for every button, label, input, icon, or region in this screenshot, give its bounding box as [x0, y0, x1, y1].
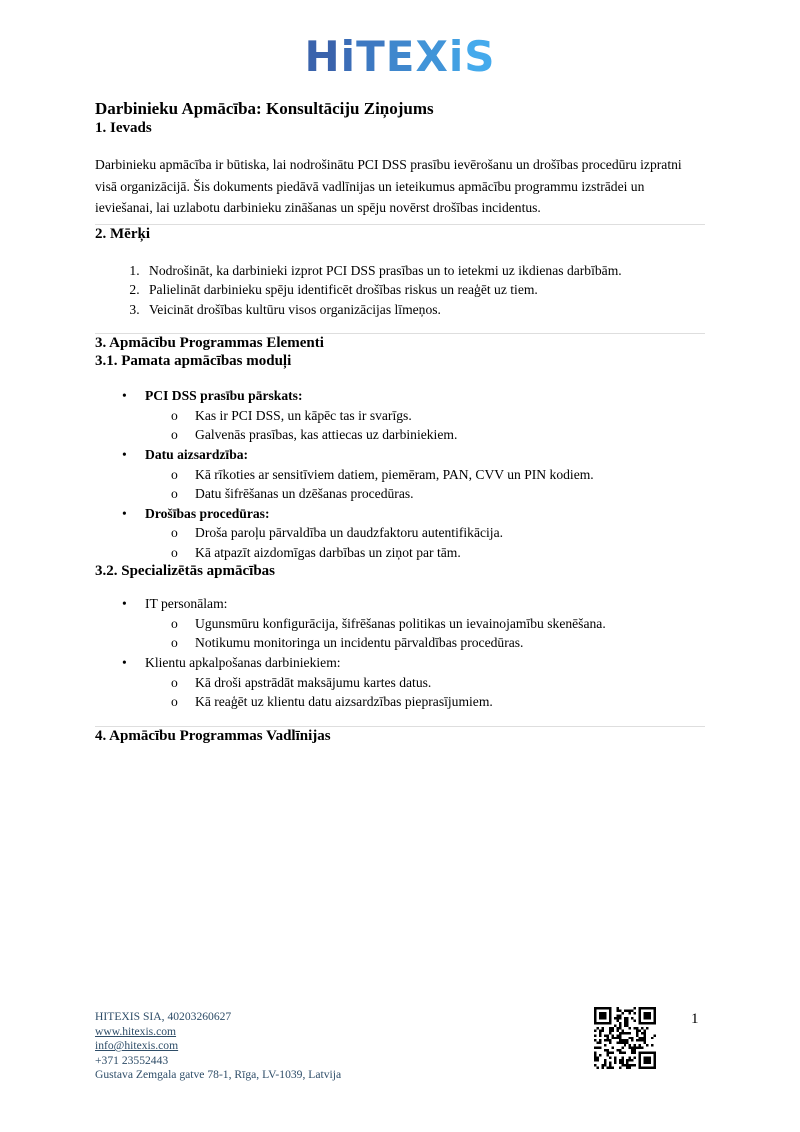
logo-letter: i	[340, 32, 357, 81]
section-heading-merki: 2. Mērķi	[95, 225, 150, 242]
paragraph-ievads: Darbinieku apmācība ir būtiska, lai nodrošinātu PCI DSS prasību ievērošanu un drošības procedūru izpratni visā organizācijā. Šis dokuments piedāvā vadlīnijas un ieteikumus apmācību programmu izstrādei un ieviešanai, lai uzlabotu darbinieku zināšanas un spēju novērst drošības incidentus.	[95, 157, 682, 216]
list-subitem	[95, 484, 705, 504]
footer-address: Gustava Zemgala gatve 78-1, Rīga, LV-1039, Latvija	[95, 1068, 342, 1082]
list-subitem-text: o Notikumu monitoringa un incidentu pārvaldības procedūras.	[195, 635, 524, 651]
objective-item: 2. Palielināt darbinieku spēju identificēt drošības riskus un reaģēt uz tiem.	[143, 280, 705, 300]
list-subitem-text: o Datu šifrēšanas un dzēšanas procedūras.	[195, 486, 414, 502]
objective-item: 3. Veicināt drošības kultūru visos organizācijas līmeņos.	[143, 300, 705, 320]
logo-letter: S	[464, 32, 496, 81]
list-subitem-text: o Droša paroļu pārvaldība un daudzfaktoru autentifikācija.	[195, 525, 504, 541]
list-subitem-text: o Kā rīkoties ar sensitīviem datiem, piemēram, PAN, CVV un PIN kodiem.	[195, 466, 594, 482]
list-subitem-text: o Kā droši apstrādāt maksājumu kartes datus.	[195, 674, 432, 690]
list-subitem	[95, 614, 705, 634]
section-heading-elementi: 3. Apmācību Programmas Elementi	[95, 335, 324, 352]
list-subitem	[95, 425, 705, 445]
list-item	[95, 504, 705, 524]
logo-letter: T	[356, 32, 386, 81]
logo-letter: E	[385, 32, 416, 81]
list-subitem-text: o Ugunsmūru konfigurācija, šifrēšanas politikas un ievainojamību skenēšana.	[195, 615, 606, 631]
hitexis-logo	[304, 32, 496, 81]
logo-row	[95, 0, 705, 81]
list-item	[95, 445, 705, 465]
logo-letter: i	[448, 32, 465, 81]
subsection-heading-specializetas: 3.2. Specializētās apmācības	[95, 563, 275, 580]
list-subitem	[95, 543, 705, 563]
subsection-heading-pamata-moduli: 3.1. Pamata apmācības moduļi	[95, 353, 292, 370]
page-footer	[95, 1010, 341, 1083]
logo-letter: X	[415, 32, 449, 81]
objective-item: 1. Nodrošināt, ka darbinieki izprot PCI DSS prasības un to ietekmi uz ikdienas darbībām.	[143, 261, 705, 281]
list-subitem-text: o Kā atpazīt aizdomīgas darbības un ziņot par tām.	[195, 544, 461, 560]
list-item-label: • PCI DSS prasību pārskats:	[145, 388, 303, 404]
list-subitem	[95, 692, 705, 712]
list-subitem	[95, 523, 705, 543]
footer-email-link[interactable]: info@hitexis.com	[95, 1039, 179, 1053]
list-subitem-text: o Kas ir PCI DSS, un kāpēc tas ir svarīgs.	[195, 407, 412, 423]
list-subitem	[95, 673, 705, 693]
objectives-list	[95, 261, 705, 320]
section-heading-ievads: 1. Ievads	[95, 120, 152, 137]
list-item-label: • Klientu apkalpošanas darbiniekiem:	[145, 655, 341, 671]
qr-code	[594, 1007, 656, 1069]
footer-phone: +371 23552443	[95, 1053, 169, 1067]
list-subitem	[95, 633, 705, 653]
page-title: Darbinieku Apmācība: Konsultāciju Ziņojums	[95, 99, 434, 118]
list-item-label: • Datu aizsardzība:	[145, 446, 249, 462]
list-item-label: • IT personālam:	[145, 596, 228, 612]
page-number: 1	[691, 1011, 699, 1027]
logo-letter: H	[304, 32, 341, 81]
list-subitem	[95, 465, 705, 485]
list-subitem	[95, 406, 705, 426]
list-subitem-text: o Galvenās prasības, kas attiecas uz darbiniekiem.	[195, 427, 458, 443]
list-item-label: • Drošības procedūras:	[145, 505, 270, 521]
footer-company: HITEXIS SIA, 40203260627	[95, 1010, 232, 1023]
list-subitem-text: o Kā reaģēt uz klientu datu aizsardzības pieprasījumiem.	[195, 694, 493, 710]
specialized-training-list	[95, 594, 705, 711]
section-heading-vadlinijas: 4. Apmācību Programmas Vadlīnijas	[95, 727, 331, 744]
list-item	[95, 594, 705, 614]
footer-website-link[interactable]: www.hitexis.com	[95, 1024, 177, 1038]
core-modules-list	[95, 386, 705, 562]
list-item	[95, 386, 705, 406]
list-item	[95, 653, 705, 673]
